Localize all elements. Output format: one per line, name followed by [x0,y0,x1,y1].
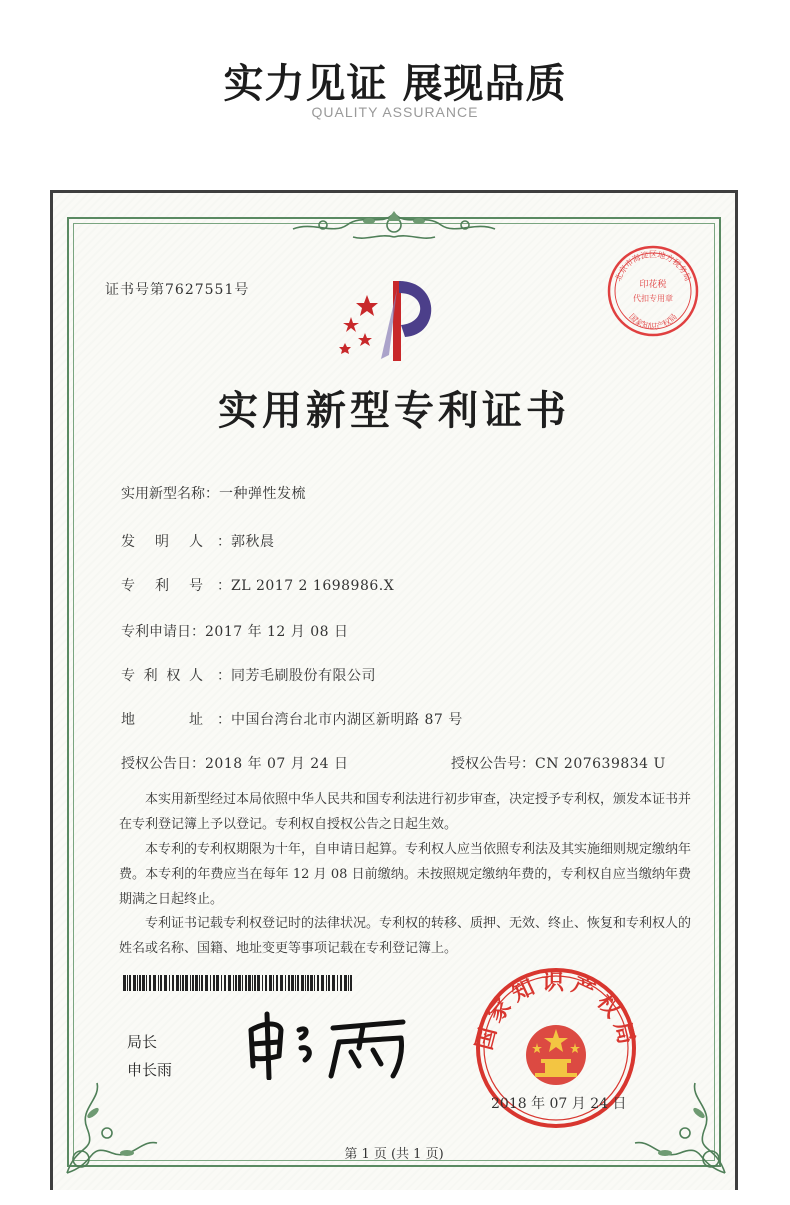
field-label-name: 实用新型名称： [121,486,219,502]
tax-stamp [605,243,701,343]
field-label-patentee [121,665,203,685]
bottom-right-ornament-icon [625,1073,735,1183]
certificate-paper [53,193,735,1190]
paragraph-3: 专利证书记载专利权登记时的法律状况。专利权的转移、质押、无效、终止、恢复和专利权人的姓名或名称、国籍、地址变更等事项记载在专利登记簿上。 [119,916,692,956]
svg-text:国家知识产权局 [627,312,679,331]
field-label-patent-number [121,575,203,595]
label-char: 发 [121,534,135,550]
field-address: 地 址 ：中国台湾台北市内湖区新明路 87 号 [121,709,463,729]
certificate-heading: 实用新型专利证书 [218,387,570,434]
field-utility-model-name [121,483,306,503]
page-subtitle: QUALITY ASSURANCE [311,104,479,120]
barcode-icon [123,975,353,991]
label-char: 利 [155,578,169,594]
label-char: 址 [189,712,203,728]
field-value-patentee: 同芳毛刷股份有限公司 [231,668,376,684]
tax-stamp-text: 北京市海淀区地方税务局 [613,249,693,283]
page-number: 第 1 页 (共 1 页) [344,1147,444,1162]
field-patent-number: 专 利 号 ：ZL 2017 2 1698986.X [121,575,394,595]
director-signature-icon [243,1008,413,1080]
certificate-frame [50,190,738,1190]
label-char: 人 [188,668,203,684]
certificate-number: 证书号第7627551号 [105,282,250,298]
label-char: 人 [189,534,203,550]
label-char: 权 [166,668,181,684]
field-grant-date [121,753,349,773]
official-seal-text: 国家知识产权局 [471,969,641,1053]
field-patentee: 专 利 权 人 ：同芳毛刷股份有限公司 [121,665,376,685]
field-application-date [121,621,349,641]
tax-stamp-sub2: 代扣专用章 [633,294,673,303]
field-label-inventor [121,531,203,551]
bottom-left-ornament-icon [57,1073,167,1183]
label-char: 明 [155,534,169,550]
field-label-grant-date: 授权公告日： [121,756,205,772]
label-char: 地 [121,712,135,728]
paragraph-1: 本实用新型经过本局依照中华人民共和国专利法进行初步审查，决定授予专利权，颁发本证书并在专利登记簿上予以登记。专利权自授权公告之日起生效。 [119,792,692,832]
page-title: 实力见证 展现品质 [223,61,567,107]
label-char: 利 [143,668,158,684]
field-grant-number [451,753,666,773]
field-label-application-date: 专利申请日： [121,624,205,640]
director-title: 局长 [127,1033,158,1051]
tax-stamp-sub3: 国家知识产权局 [627,312,679,331]
field-value-grant-date: 2018 年 07 月 24 日 [205,756,349,772]
field-value-name: 一种弹性发梳 [219,486,306,502]
field-value-application-date: 2017 年 12 月 08 日 [205,624,349,640]
seal-date: 2018 年 07 月 24 日 [491,1096,627,1112]
field-value-address: 中国台湾台北市内湖区新明路 87 号 [231,712,463,728]
label-char: 专 [121,578,135,594]
tax-stamp-sub1: 印花税 [639,280,667,290]
top-ornament-icon [283,207,505,247]
field-label-address [121,709,203,729]
field-value-patent-number: ZL 2017 2 1698986.X [231,578,395,594]
director-name: 申长雨 [127,1061,173,1079]
label-char: 专 [121,668,135,684]
field-inventor: 发 明 人 ：郭秋晨 [121,531,275,551]
svg-text:北京市海淀区地方税务局 [613,249,693,282]
field-label-grant-number: 授权公告号： [451,756,535,772]
label-char: 号 [189,578,203,594]
tax-stamp-icon [605,243,701,339]
patent-office-logo-icon [331,275,451,367]
field-value-grant-number: CN 207639834 U [535,756,666,772]
field-value-inventor: 郭秋晨 [231,534,275,550]
paragraph-2: 本专利的专利权期限为十年，自申请日起算。专利权人应当依照专利法及其实施细则规定缴纳年费。本专利的年费应当在每年 12 月 08 日前缴纳。未按照规定缴纳年费的，专利权自应当缴纳年费期满之日起终止。 [119,842,692,907]
